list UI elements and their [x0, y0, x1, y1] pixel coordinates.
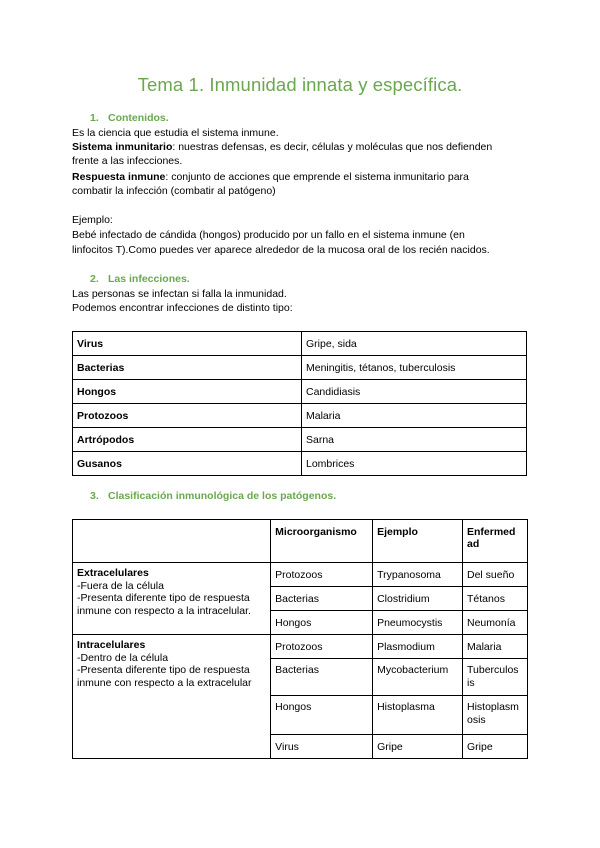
table-row — [73, 404, 527, 428]
intracelulares-line-3: inmune con respecto a la extracelular — [77, 676, 252, 689]
header-ejemplo: Ejemplo — [373, 520, 463, 563]
enfermedad-cell — [463, 696, 528, 735]
ejemplo-label: Ejemplo: — [72, 214, 113, 226]
sistema-line-1 — [72, 140, 492, 154]
section-3-title: Clasificación inmunológica de los patógenos. — [108, 490, 337, 502]
page-title: Tema 1. Inmunidad innata y específica. — [137, 74, 463, 95]
ejemplo-cell: Histoplasma — [373, 696, 463, 735]
section-1-number: 1. — [90, 112, 99, 124]
enfermedad-cell: Gripe — [463, 735, 528, 759]
micro-cell: Virus — [271, 735, 373, 759]
sistema-term: Sistema inmunitario — [72, 141, 173, 153]
infection-type: Bacterias — [73, 356, 302, 380]
sistema-line-2: frente a las infecciones. — [72, 155, 183, 167]
enfermedad-cell: Tétanos — [463, 587, 528, 611]
table-row — [73, 635, 528, 659]
extracelulares-line-2: -Presenta diferente tipo de respuesta — [77, 592, 250, 604]
section-1-heading — [90, 112, 169, 124]
enfermedad-cell — [463, 659, 528, 696]
header-enfermedad — [463, 520, 528, 563]
enfermedad-part-2: is — [467, 676, 475, 689]
respuesta-term: Respuesta inmune — [72, 171, 166, 183]
micro-cell: Hongos — [271, 696, 373, 735]
ejemplo-cell: Gripe — [373, 735, 463, 759]
table-row — [73, 380, 527, 404]
ejemplo-cell: Mycobacterium — [373, 659, 463, 696]
infections-table — [72, 331, 527, 476]
ejemplo-cell: Pneumocystis — [373, 611, 463, 635]
ejemplo-cell: Clostridium — [373, 587, 463, 611]
intracelulares-line-1: -Dentro de la célula — [77, 651, 169, 664]
infection-type: Virus — [73, 332, 302, 356]
header-empty — [73, 520, 271, 563]
table-row — [73, 332, 527, 356]
section-2-number: 2. — [90, 273, 99, 285]
micro-cell: Bacterias — [271, 659, 373, 696]
section-2-title: Las infecciones. — [108, 273, 190, 285]
intracelulares-group — [73, 635, 271, 759]
extracelulares-line-3: inmune con respecto a la intracelular. — [77, 604, 251, 617]
infecciones-line-1: Las personas se infectan si falla la inmunidad. — [72, 288, 287, 300]
header-enfermedad-part-1: Enfermed — [467, 526, 516, 538]
infection-examples: Candidiasis — [302, 380, 527, 404]
extracelulares-group — [73, 563, 271, 635]
section-2-heading — [90, 273, 190, 285]
enfermedad-cell: Neumonía — [463, 611, 528, 635]
ejemplo-line-1: Bebé infectado de cándida (hongos) producido por un fallo en el sistema inmune (en — [72, 229, 465, 241]
header-enfermedad-part-2: ad — [467, 538, 480, 550]
section-1-title: Contenidos. — [108, 112, 169, 124]
sistema-def-1: : nuestras defensas, es decir, células y moléculas que nos defienden — [172, 141, 493, 153]
enfermedad-part-1: Tuberculos — [467, 664, 519, 676]
micro-cell: Hongos — [271, 611, 373, 635]
infection-examples: Malaria — [302, 404, 527, 428]
respuesta-line-2: combatir la infección (combatir al patógeno) — [72, 185, 276, 197]
infection-examples: Gripe, sida — [302, 332, 527, 356]
infection-examples: Lombrices — [302, 452, 527, 476]
ejemplo-cell: Trypanosoma — [373, 563, 463, 587]
intro-line: Es la ciencia que estudia el sistema inmune. — [72, 127, 279, 139]
infecciones-line-2: Podemos encontrar infecciones de distinto tipo: — [72, 302, 293, 314]
enfermedad-cell: Del sueño — [463, 563, 528, 587]
section-3-number: 3. — [90, 490, 99, 502]
intracelulares-line-2: -Presenta diferente tipo de respuesta — [77, 664, 250, 676]
respuesta-def-1: : conjunto de acciones que emprende el sistema inmunitario para — [165, 171, 469, 183]
table-row — [73, 563, 528, 587]
infection-type: Protozoos — [73, 404, 302, 428]
respuesta-line-1 — [72, 170, 469, 184]
infection-type: Gusanos — [73, 452, 302, 476]
pathogen-classification-table — [72, 519, 528, 759]
header-microorganismo: Microorganismo — [271, 520, 373, 563]
ejemplo-cell: Plasmodium — [373, 635, 463, 659]
table-row — [73, 428, 527, 452]
ejemplo-line-2: linfocitos T).Como puedes ver aparece alrededor de la mucosa oral de los recién nacidos. — [72, 244, 490, 256]
infection-type: Hongos — [73, 380, 302, 404]
table-row — [73, 452, 527, 476]
extracelulares-title: Extracelulares — [77, 567, 149, 579]
infection-examples: Sarna — [302, 428, 527, 452]
infection-type: Artrópodos — [73, 428, 302, 452]
micro-cell: Protozoos — [271, 635, 373, 659]
enfermedad-part-1: Histoplasm — [467, 701, 519, 713]
infection-examples: Meningitis, tétanos, tuberculosis — [302, 356, 527, 380]
table-header-row — [73, 520, 528, 563]
enfermedad-cell: Malaria — [463, 635, 528, 659]
micro-cell: Bacterias — [271, 587, 373, 611]
enfermedad-part-2: osis — [467, 713, 486, 726]
table-row — [73, 356, 527, 380]
micro-cell: Protozoos — [271, 563, 373, 587]
extracelulares-line-1: -Fuera de la célula — [77, 579, 164, 592]
section-3-heading — [90, 490, 336, 502]
intracelulares-title: Intracelulares — [77, 639, 146, 651]
